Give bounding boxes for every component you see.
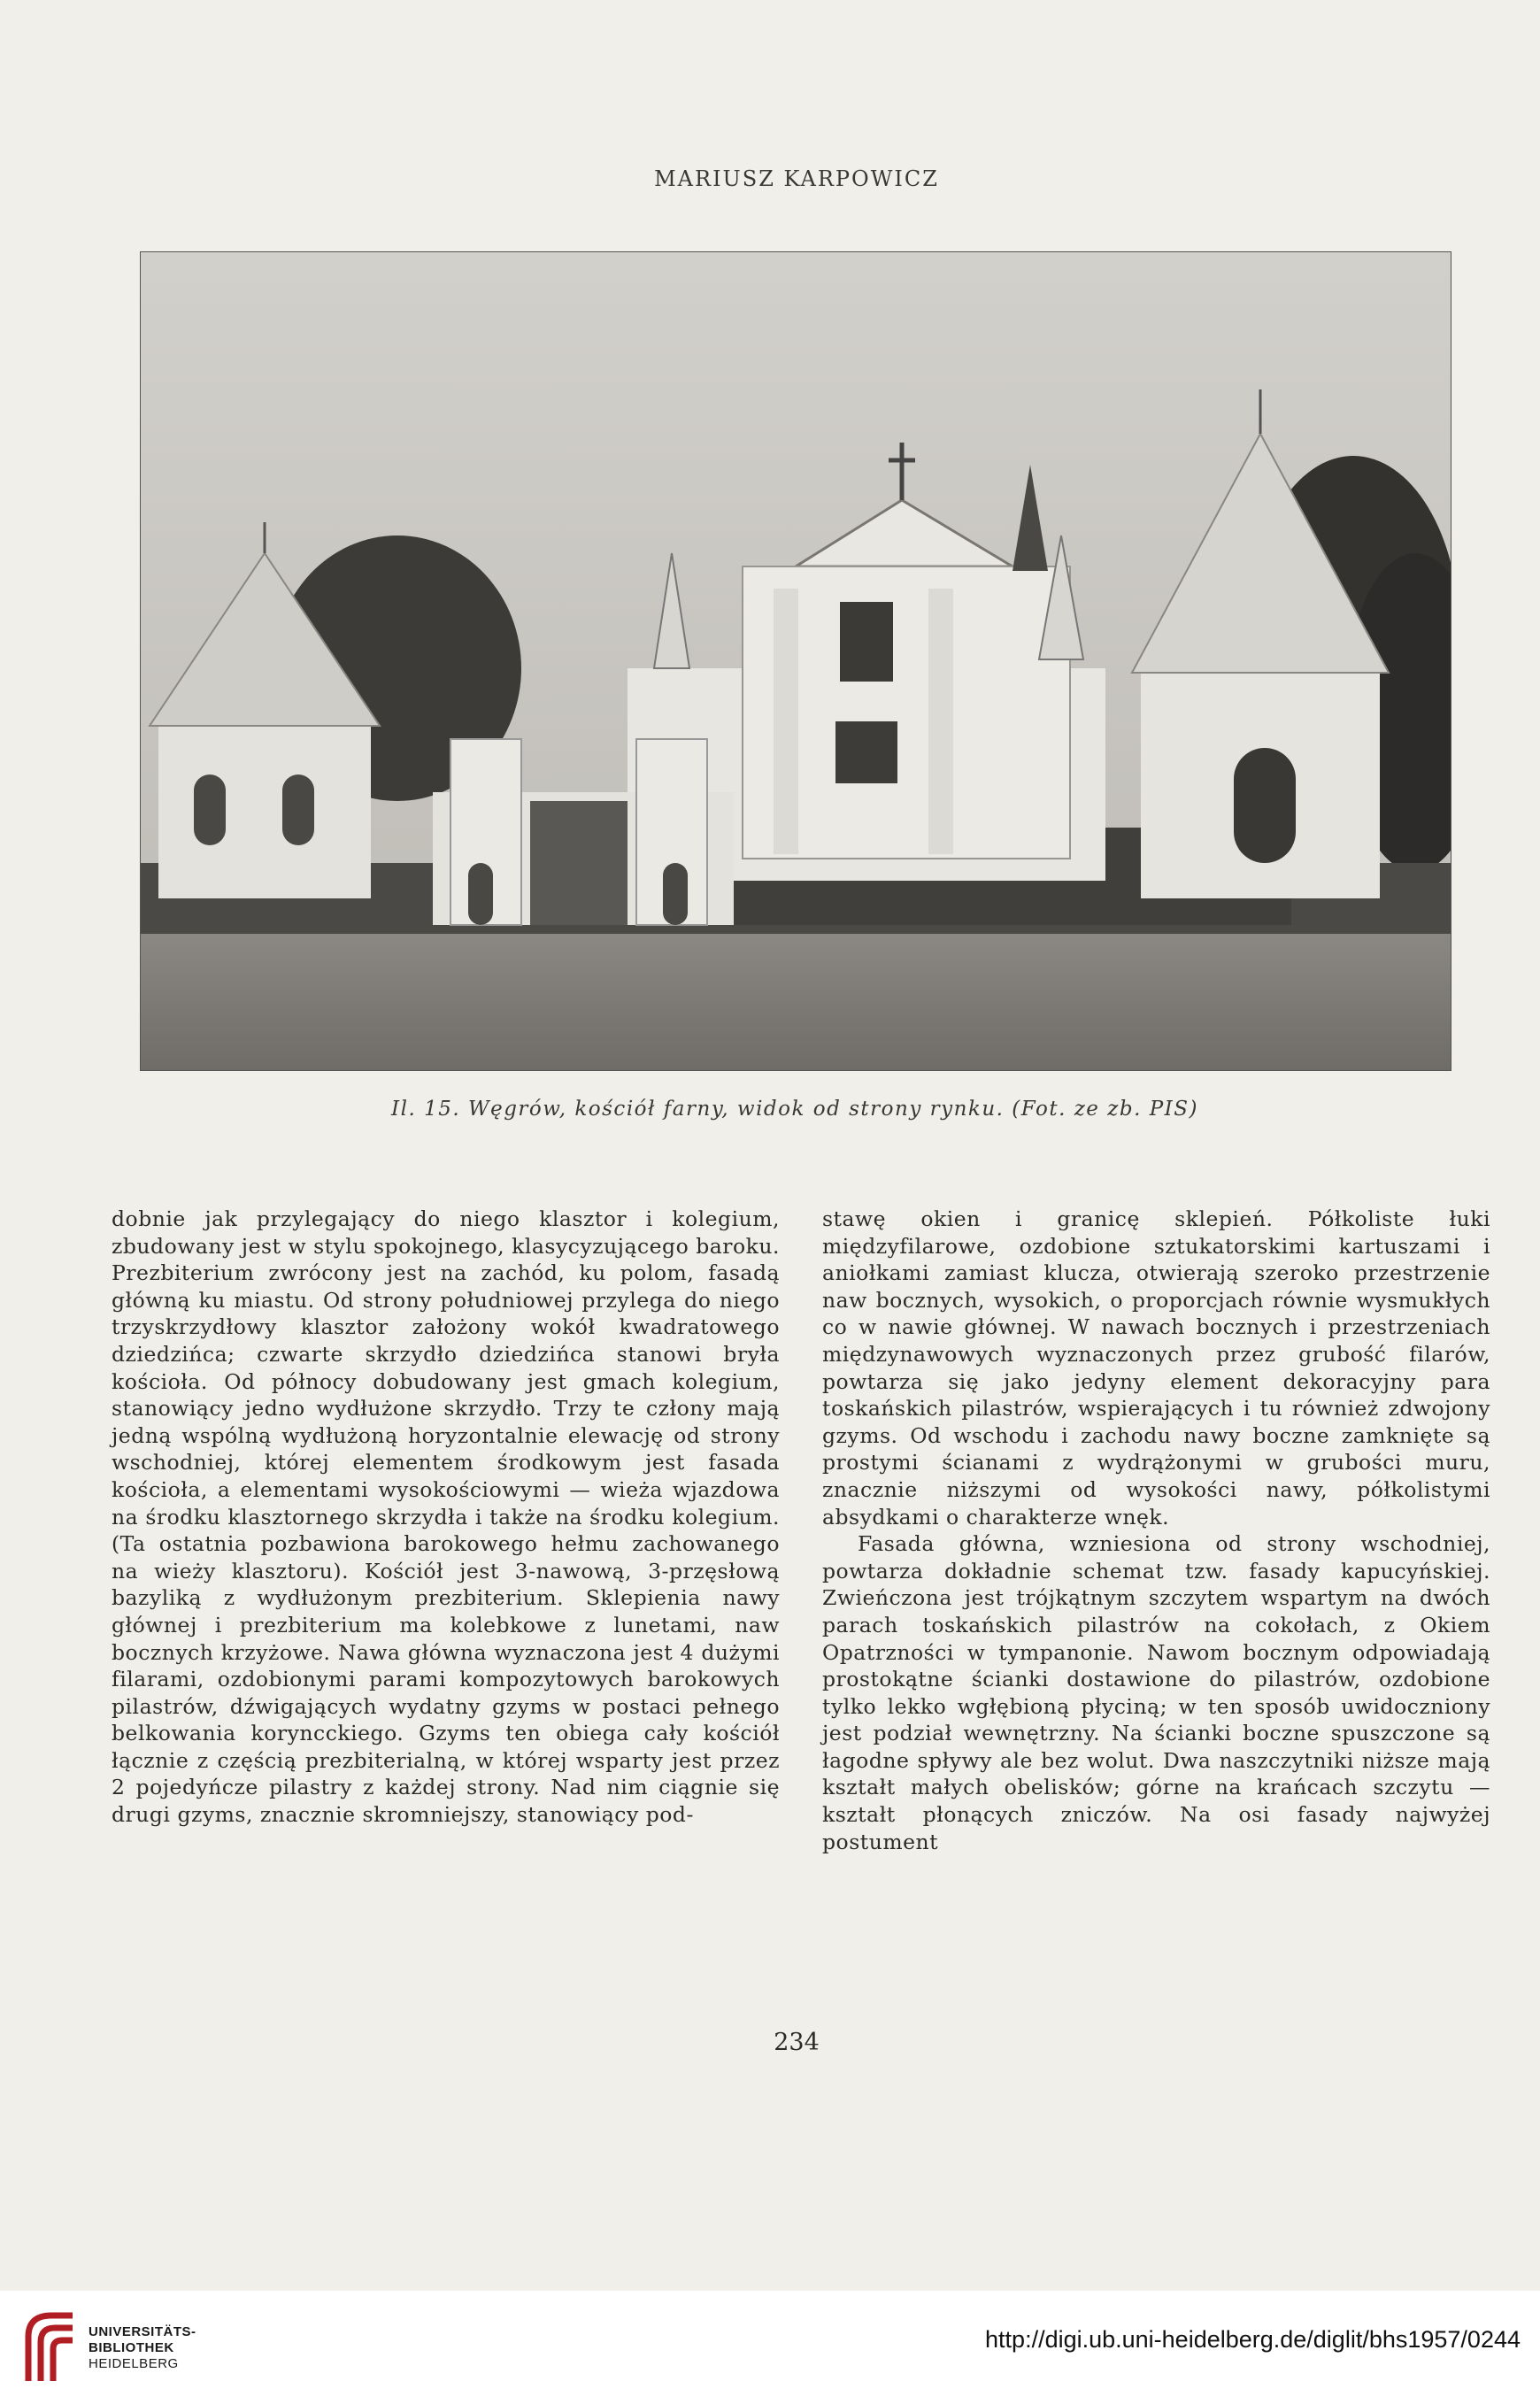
university-library-logo-icon — [19, 2310, 81, 2386]
library-name-line: UNIVERSITÄTS- — [89, 2324, 196, 2339]
library-name — [89, 2324, 196, 2372]
figure-caption: Il. 15. Węgrów, kościół farny, widok od strony rynku. (Fot. ze zb. PIS) — [391, 1098, 1198, 1121]
text-column-right — [822, 1206, 1490, 1855]
church-photo-illustration — [141, 252, 1451, 1070]
library-name-line: HEIDELBERG — [89, 2356, 179, 2371]
digitization-footer — [0, 2291, 1540, 2404]
page-number: 234 — [774, 2029, 820, 2056]
paragraph: dobnie jak przylegający do niego klasztor i kolegium, zbudowany jest w stylu spokojnego, klasycyzującego baroku. Prezbiterium zwrócony jest na zachód, ku polom, fasadą główną ku miastu. Od strony południowej przylega do niego trzyskrzydłowy klasztor założony wokół kwadratowego dziedzińca; czwarte skrzydło dziedzińca stanowi bryła kościoła. Od północy dobudowany jest gmach kolegium, stanowiący jedno wydłużone skrzydło. Trzy te człony mają jedną wspólną wydłużoną horyzontalnie elewację od strony wschodniej, której elementem środkowym jest fasada kościoła, a elementami wysokościowymi — wieża wjazdowa na środku klasztornego skrzydła i także na środku kolegium. (Ta ostatnia pozbawiona barokowego hełmu zachowanego na wieży klasztoru). Kościół jest 3-nawową, 3-przęsłową bazyliką z wydłużonym prezbiterium. Sklepienia nawy głównej i prezbiterium ma kolebkowe z lunetami, naw bocznych krzyżowe. Nawa główna wyznaczona jest 4 dużymi filarami, ozdobionymi parami kompozytowych barokowych pilastrów, dźwigających wydatny gzyms w postaci pełnego belkowania koryncckiego. Gzyms ten obiega cały kościół łącznie z częścią prezbiterialną, w której wsparty jest przez 2 pojedyńcze pilastry z każdej strony. Nad nim ciągnie się drugi gzyms, znacznie skromniejszy, stanowiący pod- — [112, 1206, 780, 1828]
running-head: MARIUSZ KARPOWICZ — [654, 166, 939, 191]
library-name-line: BIBLIOTHEK — [89, 2340, 174, 2355]
church-photograph — [140, 251, 1451, 1071]
text-column-left — [112, 1206, 780, 1829]
paragraph: stawę okien i granicę sklepień. Półkoliste łuki międzyfilarowe, ozdobione sztukatorskimi kartuszami i aniołkami zamiast klucza, otwierają szeroko przestrzenie naw bocznych, wysokich, o proporcjach równie wysmukłych co w nawie głównej. W nawach bocznych i przestrzeniach międzynawowych wyznaczonych przez grubość filarów, powtarza się jako jedyny element dekoracyjny para toskańskich pilastrów, wspierających i tu również zdwojony gzyms. Od wschodu i zachodu nawy boczne zamknięte są prostymi ścianami z wydrążonymi w grubości muru, znacznie niższymi od wysokości nawy, półkolistymi absydkami o charakterze wnęk. — [822, 1206, 1490, 1529]
permalink-url[interactable]: http://digi.ub.uni-heidelberg.de/diglit/bhs1957/0244 — [985, 2326, 1521, 2353]
paragraph: Fasada główna, wzniesiona od strony wschodniej, powtarza dokładnie schemat tzw. fasady kapucyńskiej. Zwieńczona jest trójkątnym szczytem wspartym na dwóch parach toskańskich pilastrów na cokołach, z Okiem Opatrzności w tympanonie. Nawom bocznym odpowiadają prostokątne ścianki dostawione do pilastrów, ozdobione tylko lekko wgłębioną płyciną; w ten sposób uwidoczniony jest podział wewnętrzny. Na ścianki boczne spuszczone są łagodne spływy ale bez wolut. Dwa naszczytniki niższe mają kształt małych obelisków; górne na krańcach szczytu — kształt płonących zniczów. Na osi fasady najwyżej postument — [822, 1531, 1490, 1854]
